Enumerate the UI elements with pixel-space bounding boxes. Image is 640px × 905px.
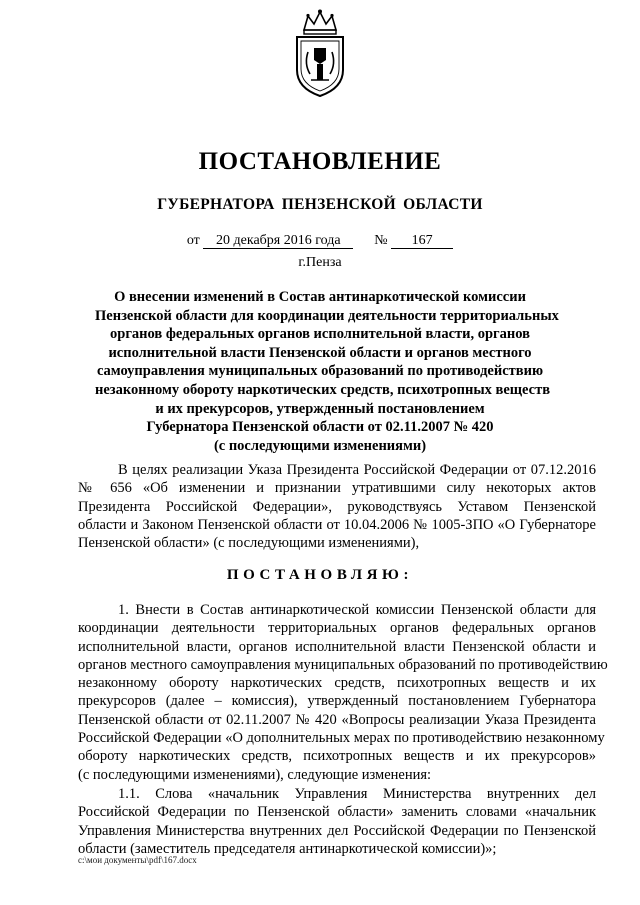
item-1-line: обороту наркотических средств, психотропных веществ и их прекурсоров»: [78, 748, 596, 765]
city-label: г.Пенза: [298, 255, 342, 270]
preamble-paragraph: [78, 461, 596, 552]
subject-line: Пензенской области для координации деятельности территориальных: [95, 307, 559, 324]
item-1-1-line: Российской Федерации по Пензенской области» заменить словами «начальник: [78, 804, 596, 821]
item-1-line: координации деятельности территориальных органов федеральных органов: [78, 620, 596, 637]
preamble-line: № 656 «Об изменении и признании утратившими силу некоторых актов: [78, 480, 596, 497]
decree-heading: ПОСТАНОВЛЯЮ:: [226, 567, 414, 583]
item-1-line: (с последующими изменениями), следующие изменения:: [78, 766, 432, 783]
document-title: ПОСТАНОВЛЕНИЕ: [198, 148, 442, 175]
item-1-line: незаконному обороту наркотических средств, психотропных веществ и их: [78, 675, 596, 692]
subject-line: и их прекурсоров, утвержденный постановлением: [155, 400, 485, 417]
item-1-1-line: 1.1. Слова «начальник Управления Министерства внутренних дел: [118, 786, 596, 802]
item-1-line: Российской Федерации «О дополнительных мерах по противодействию незаконному: [78, 730, 605, 747]
subject-line: (с последующими изменениями): [213, 437, 427, 454]
subject-line: самоуправления муниципальных образований по противодействию: [96, 363, 544, 380]
preamble-line: В целях реализации Указа Президента Российской Федерации от 07.12.2016: [118, 462, 596, 478]
preamble-line: Пензенской области» (с последующими изменениями),: [78, 535, 420, 552]
item-1-line: исполнительной власти, органов исполнительной власти Пензенской области и: [78, 638, 596, 655]
item-1-line: Пензенской области от 02.11.2007 № 420 «Вопросы реализации Указа Президента: [78, 711, 596, 728]
item-1-1-line: области (заместитель председателя антинаркотической комиссии)»;: [78, 840, 497, 857]
date-prefix: от: [186, 233, 200, 248]
document-subject: [95, 288, 559, 455]
document-number: 167: [391, 233, 453, 249]
subject-line: незаконному обороту наркотических средств, психотропных веществ: [95, 381, 551, 398]
item-1-1-line: Управления Министерства внутренних дел Российской Федерации по Пензенской: [78, 822, 596, 839]
subject-line: Губернатора Пензенской области от 02.11.2007 № 420: [146, 419, 494, 436]
item-1-1-paragraph: [78, 785, 596, 858]
subject-line: исполнительной власти Пензенской области и органов местного: [108, 344, 532, 361]
item-1-line: 1. Внести в Состав антинаркотической комиссии Пензенской области для: [118, 602, 596, 618]
number-prefix: №: [374, 233, 388, 248]
file-path-footer: c:\мои документы\pdf\167.docx: [78, 855, 197, 865]
preamble-line: Президента Российской Федерации», руководствуясь Уставом Пензенской: [78, 498, 596, 515]
issuer-heading: ГУБЕРНАТОРА ПЕНЗЕНСКОЙ ОБЛАСТИ: [157, 196, 483, 213]
coat-of-arms-icon: [290, 8, 350, 98]
item-1-paragraph: [78, 601, 608, 784]
subject-line: О внесении изменений в Состав антинаркотической комиссии: [114, 289, 526, 305]
document-date: 20 декабря 2016 года: [203, 233, 353, 249]
subject-line: органов федеральных органов исполнительной власти, органов: [110, 326, 530, 343]
date-number-line: [0, 233, 640, 249]
preamble-line: области и Законом Пензенской области от 10.04.2006 № 1005-ЗПО «О Губернаторе: [78, 516, 596, 533]
item-1-line: органов местного самоуправления муниципальных образований по противодействию: [78, 656, 608, 673]
item-1-line: прекурсоров (далее – комиссия), утвержденный постановлением Губернатора: [78, 693, 596, 710]
